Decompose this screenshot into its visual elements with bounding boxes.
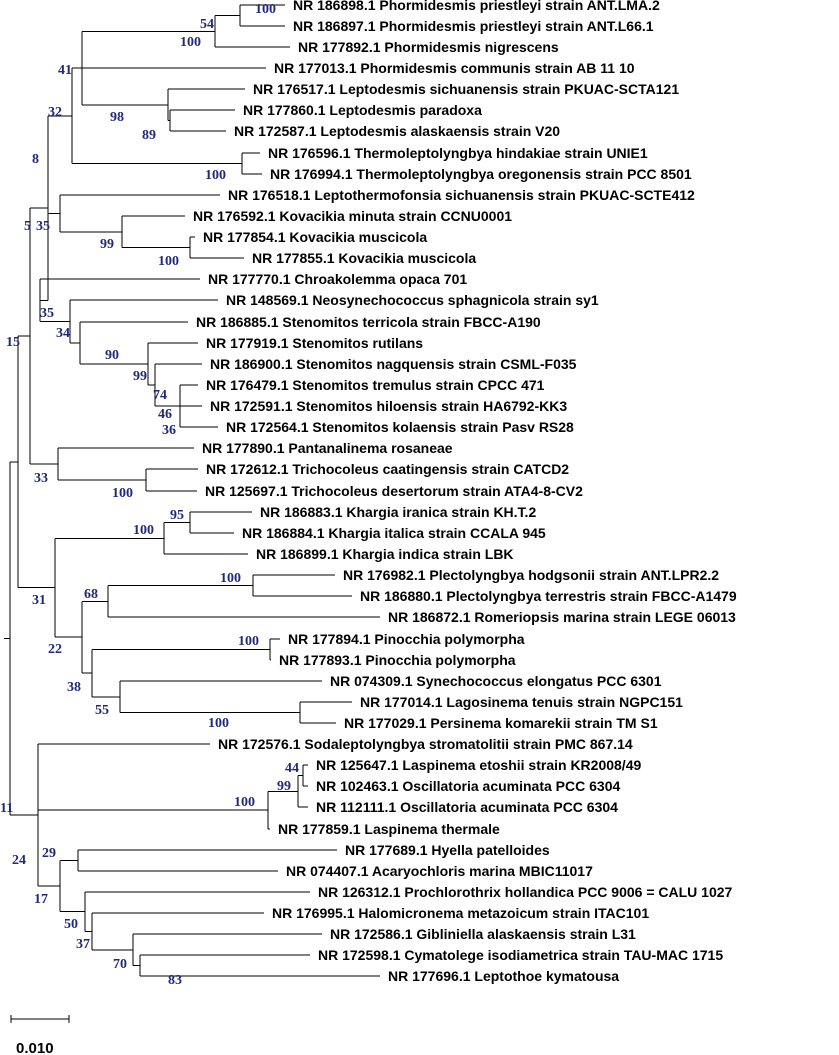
taxon-label: NR 177860.1 Leptodesmis paradoxa — [243, 102, 482, 118]
bootstrap-value: 41 — [58, 63, 72, 78]
taxon-label: NR 125697.1 Trichocoleus desertorum strain ATA4-8-CV2 — [205, 483, 583, 499]
taxon-label: NR 172586.1 Gibliniella alaskaensis strain L31 — [330, 926, 636, 942]
taxon-label: NR 102463.1 Oscillatoria acuminata PCC 6304 — [316, 778, 621, 794]
taxon-labels — [193, 0, 737, 984]
bootstrap-value: 38 — [67, 680, 81, 695]
taxon-label: NR 177770.1 Chroakolemma opaca 701 — [208, 271, 468, 287]
bootstrap-value: 46 — [158, 407, 172, 422]
bootstrap-value: 17 — [34, 892, 48, 907]
bootstrap-value: 90 — [105, 348, 119, 363]
bootstrap-value: 100 — [205, 168, 226, 183]
bootstrap-value: 99 — [133, 369, 147, 384]
taxon-label: NR 176518.1 Leptothermofonsia sichuanensis strain PKUAC-SCTE412 — [228, 187, 695, 203]
taxon-label: NR 177919.1 Stenomitos rutilans — [206, 335, 424, 351]
taxon-label: NR 176982.1 Plectolyngbya hodgsonii strain ANT.LPR2.2 — [343, 567, 720, 583]
bootstrap-value: 54 — [200, 17, 214, 32]
taxon-label: NR 172598.1 Cymatolege isodiametrica strain TAU-MAC 1715 — [318, 947, 724, 963]
taxon-label: NR 177859.1 Laspinema thermale — [278, 821, 500, 837]
taxon-label: NR 177029.1 Persinema komarekii strain TM S1 — [344, 715, 658, 731]
taxon-label: NR 177689.1 Hyella patelloides — [345, 842, 550, 858]
taxon-label: NR 172576.1 Sodaleptolyngbya stromatolitii strain PMC 867.14 — [218, 736, 633, 752]
taxon-label: NR 177894.1 Pinocchia polymorpha — [288, 631, 525, 647]
bootstrap-value: 22 — [48, 642, 62, 657]
taxon-label: NR 186885.1 Stenomitos terricola strain FBCC-A190 — [196, 314, 541, 330]
bootstrap-value: 100 — [158, 254, 179, 269]
bootstrap-value: 100 — [180, 35, 201, 50]
taxon-label: NR 177893.1 Pinocchia polymorpha — [279, 652, 516, 668]
taxon-label: NR 176517.1 Leptodesmis sichuanensis strain PKUAC-SCTA121 — [253, 81, 680, 97]
taxon-label: NR 177013.1 Phormidesmis communis strain AB 11 10 — [274, 60, 635, 76]
taxon-label: NR 074407.1 Acaryochloris marina MBIC11017 — [286, 863, 593, 879]
taxon-label: NR 177854.1 Kovacikia muscicola — [203, 229, 428, 245]
taxon-label: NR 176596.1 Thermoleptolyngbya hindakiae strain UNIE1 — [268, 145, 648, 161]
taxon-label: NR 172587.1 Leptodesmis alaskaensis strain V20 — [234, 123, 561, 139]
taxon-label: NR 126312.1 Prochlorothrix hollandica PCC 9006 = CALU 1027 — [318, 884, 733, 900]
bootstrap-value: 34 — [56, 326, 70, 341]
bootstrap-value: 100 — [112, 486, 133, 501]
taxon-label: NR 074309.1 Synechococcus elongatus PCC 6301 — [330, 673, 662, 689]
taxon-label: NR 177892.1 Phormidesmis nigrescens — [298, 39, 559, 55]
taxon-label: NR 177890.1 Pantanalinema rosaneae — [202, 440, 453, 456]
bootstrap-value: 83 — [168, 973, 182, 988]
bootstrap-value: 35 — [40, 306, 54, 321]
bootstrap-value: 29 — [42, 846, 56, 861]
bootstrap-value: 36 — [162, 423, 176, 438]
bootstrap-value: 100 — [238, 634, 259, 649]
taxon-label: NR 186883.1 Khargia iranica strain KH.T.2 — [260, 504, 537, 520]
taxon-label: NR 148569.1 Neosynechococcus sphagnicola strain sy1 — [226, 292, 599, 308]
taxon-label: NR 177855.1 Kovacikia muscicola — [252, 250, 477, 266]
taxon-label: NR 186900.1 Stenomitos nagquensis strain CSML-F035 — [210, 356, 577, 372]
bootstrap-value: 37 — [76, 937, 90, 952]
taxon-label: NR 186880.1 Plectolyngbya terrestris strain FBCC-A1479 — [360, 588, 737, 604]
bootstrap-value: 31 — [32, 593, 46, 608]
bootstrap-value: 99 — [100, 237, 114, 252]
taxon-label: NR 177696.1 Leptothoe kymatousa — [388, 968, 620, 984]
bootstrap-value: 98 — [110, 110, 124, 125]
taxon-label: NR 176479.1 Stenomitos tremulus strain CPCC 471 — [206, 377, 545, 393]
bootstrap-value: 24 — [12, 853, 26, 868]
taxon-label: NR 177014.1 Lagosinema tenuis strain NGPC151 — [360, 694, 683, 710]
taxon-label: NR 112111.1 Oscillatoria acuminata PCC 6304 — [316, 799, 618, 815]
bootstrap-value: 33 — [34, 471, 48, 486]
taxon-label: NR 172612.1 Trichocoleus caatingensis strain CATCD2 — [206, 461, 570, 477]
bootstrap-value: 89 — [142, 128, 156, 143]
bootstrap-value: 74 — [153, 388, 167, 403]
taxon-label: NR 186899.1 Khargia indica strain LBK — [256, 546, 514, 562]
bootstrap-value: 100 — [255, 2, 276, 17]
bootstrap-value: 68 — [84, 587, 98, 602]
taxon-label: NR 186872.1 Romeriopsis marina strain LEGE 06013 — [388, 609, 736, 625]
scale-bar — [11, 1015, 69, 1055]
taxon-label: NR 186897.1 Phormidesmis priestleyi strain ANT.L66.1 — [293, 18, 654, 34]
taxon-label: NR 176995.1 Halomicronema metazoicum strain ITAC101 — [272, 905, 650, 921]
bootstrap-value: 32 — [48, 105, 62, 120]
bootstrap-value: 95 — [170, 508, 184, 523]
bootstrap-value: 100 — [234, 795, 255, 810]
taxon-label: NR 172564.1 Stenomitos kolaensis strain Pasv RS28 — [226, 419, 574, 435]
scale-bar-label: 0.010 — [16, 1040, 54, 1055]
bootstrap-value: 11 — [0, 801, 14, 816]
bootstrap-value: 100 — [220, 571, 241, 586]
bootstrap-value: 8 — [32, 152, 39, 167]
bootstrap-value: 99 — [277, 779, 291, 794]
bootstrap-value: 5 — [24, 219, 31, 234]
bootstrap-value: 100 — [133, 523, 154, 538]
taxon-label: NR 176592.1 Kovacikia minuta strain CCNU0001 — [193, 208, 513, 224]
taxon-label: NR 186898.1 Phormidesmis priestleyi strain ANT.LMA.2 — [293, 0, 660, 13]
taxon-label: NR 186884.1 Khargia italica strain CCALA 945 — [242, 525, 546, 541]
taxon-label: NR 172591.1 Stenomitos hiloensis strain HA6792-KK3 — [210, 398, 568, 414]
bootstrap-value: 35 — [36, 219, 50, 234]
bootstrap-value: 70 — [113, 957, 127, 972]
bootstrap-value: 55 — [95, 703, 109, 718]
bootstrap-value: 44 — [285, 761, 299, 776]
bootstrap-value: 50 — [64, 917, 78, 932]
bootstrap-value: 100 — [208, 716, 229, 731]
taxon-label: NR 176994.1 Thermoleptolyngbya oregonensis strain PCC 8501 — [270, 166, 692, 182]
bootstrap-value: 15 — [6, 335, 20, 350]
taxon-label: NR 125647.1 Laspinema etoshii strain KR2008/49 — [316, 757, 642, 773]
